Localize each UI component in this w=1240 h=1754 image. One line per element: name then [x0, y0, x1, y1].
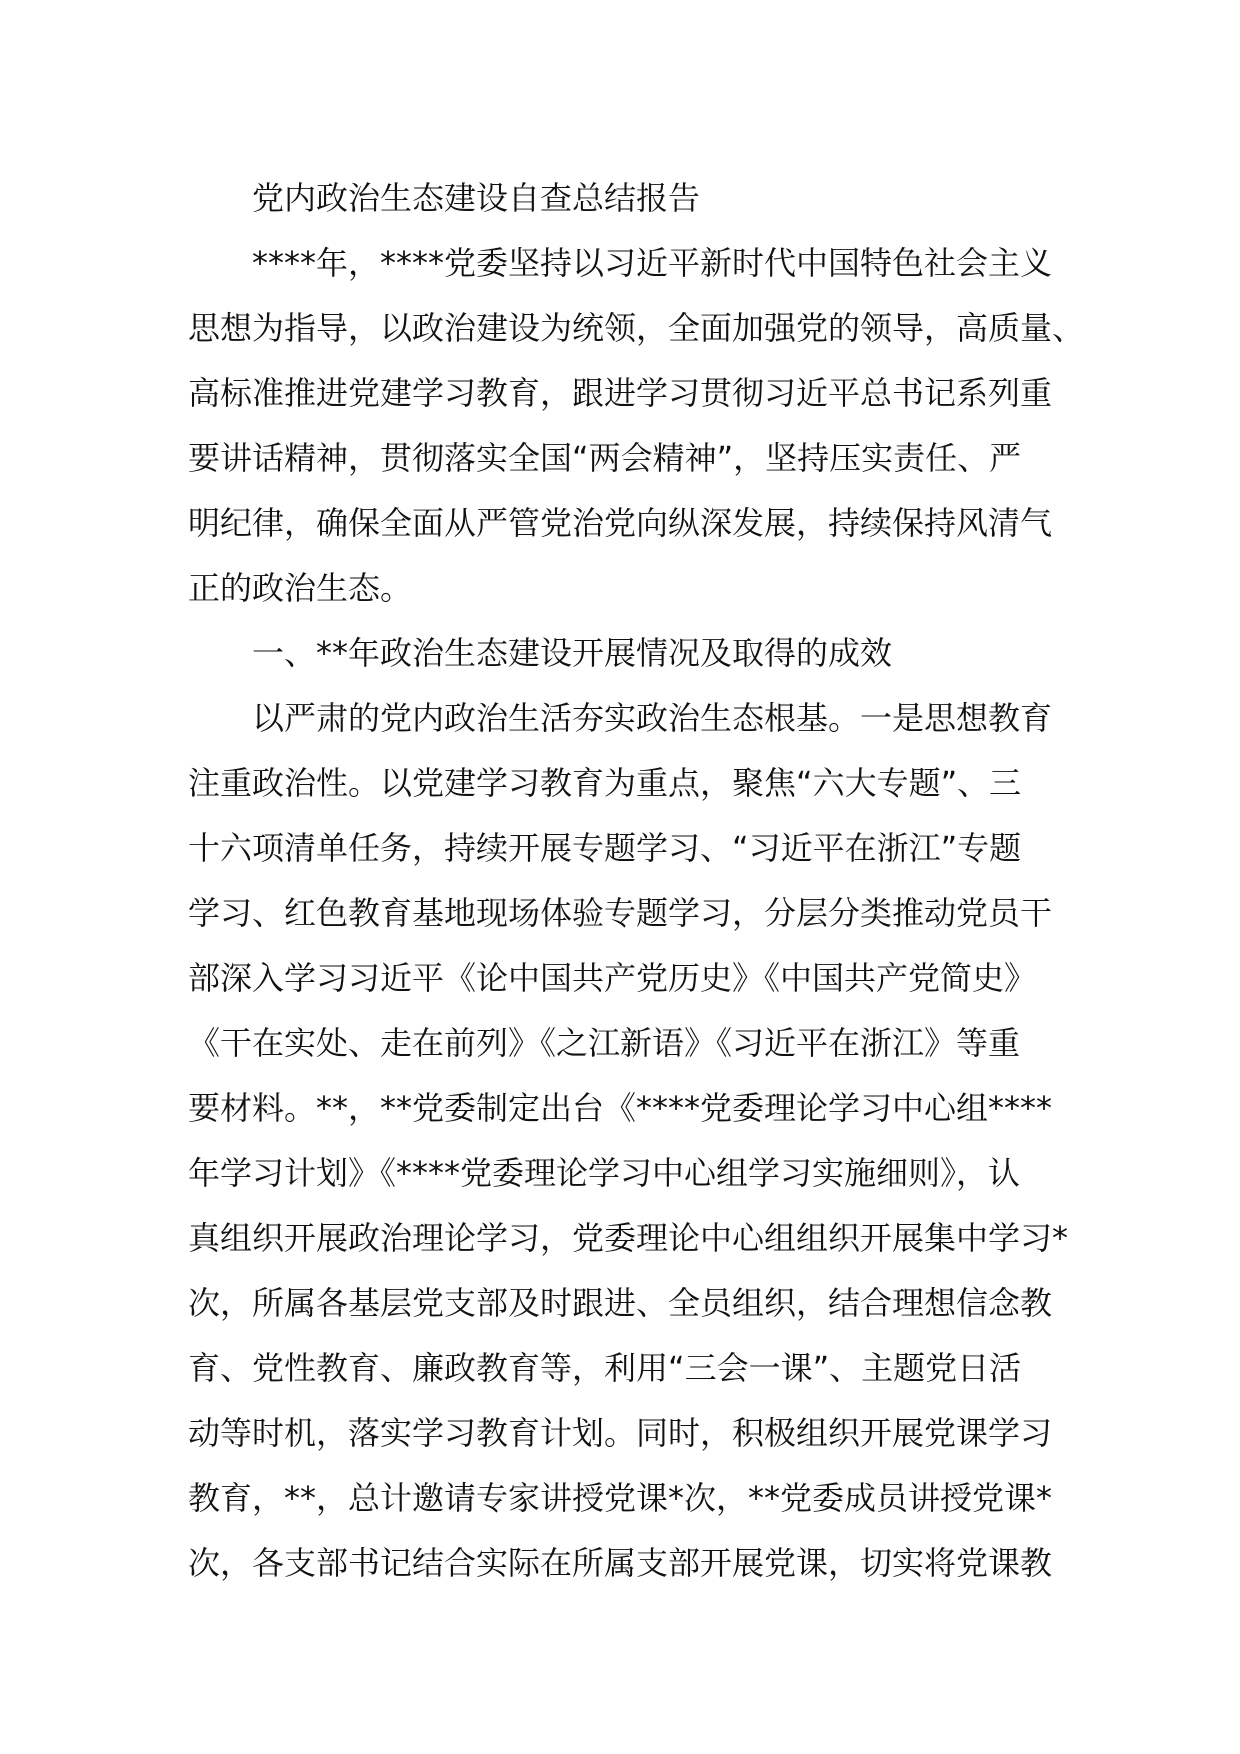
section-heading: 一、**年政治生态建设开展情况及取得的成效 [252, 634, 893, 672]
text-line: 十六项清单任务，持续开展专题学习、“习近平在浙江”专题 [188, 829, 1022, 867]
text-line: 部深入学习习近平《论中国共产党历史》《中国共产党简史》 [188, 959, 1037, 997]
paragraph-section1 [188, 686, 1068, 1596]
document-title: 党内政治生态建设自查总结报告 [252, 179, 701, 217]
text-line: 次，所属各基层党支部及时跟进、全员组织，结合理想信念教 [188, 1284, 1053, 1322]
text-line: 次，各支部书记结合实际在所属支部开展党课，切实将党课教 [188, 1544, 1053, 1582]
document-body [188, 166, 1085, 1596]
text-line: 真组织开展政治理论学习，党委理论中心组组织开展集中学习* [188, 1219, 1069, 1257]
text-line: 《干在实处、走在前列》《之江新语》《习近平在浙江》等重 [188, 1024, 1021, 1062]
text-line: 年学习计划》《****党委理论学习中心组学习实施细则》，认 [188, 1154, 1021, 1192]
text-line: 思想为指导，以政治建设为统领，全面加强党的领导，高质量、 [188, 309, 1085, 347]
text-line: 注重政治性。以党建学习教育为重点，聚焦“六大专题”、三 [188, 764, 1022, 802]
text-line: 明纪律，确保全面从严管党治党向纵深发展，持续保持风清气 [188, 504, 1053, 542]
text-line: 要讲话精神，贯彻落实全国“两会精神”，坚持压实责任、严 [188, 439, 1022, 477]
text-line: 高标准推进党建学习教育，跟进学习贯彻习近平总书记系列重 [188, 374, 1053, 412]
text-line: 教育，**，总计邀请专家讲授党课*次，**党委成员讲授党课* [188, 1479, 1053, 1517]
text-line: 要材料。**，**党委制定出台《****党委理论学习中心组**** [188, 1089, 1053, 1127]
text-line: 动等时机，落实学习教育计划。同时，积极组织开展党课学习 [188, 1414, 1053, 1452]
text-line: 以严肃的党内政治生活夯实政治生态根基。一是思想教育 [252, 699, 1053, 737]
paragraph-intro [188, 231, 1085, 621]
text-line: ****年，****党委坚持以习近平新时代中国特色社会主义 [252, 244, 1053, 282]
text-line: 学习、红色教育基地现场体验专题学习，分层分类推动党员干 [188, 894, 1053, 932]
text-line: 育、党性教育、廉政教育等，利用“三会一课”、主题党日活 [188, 1349, 1022, 1387]
text-line: 正的政治生态。 [188, 569, 413, 607]
